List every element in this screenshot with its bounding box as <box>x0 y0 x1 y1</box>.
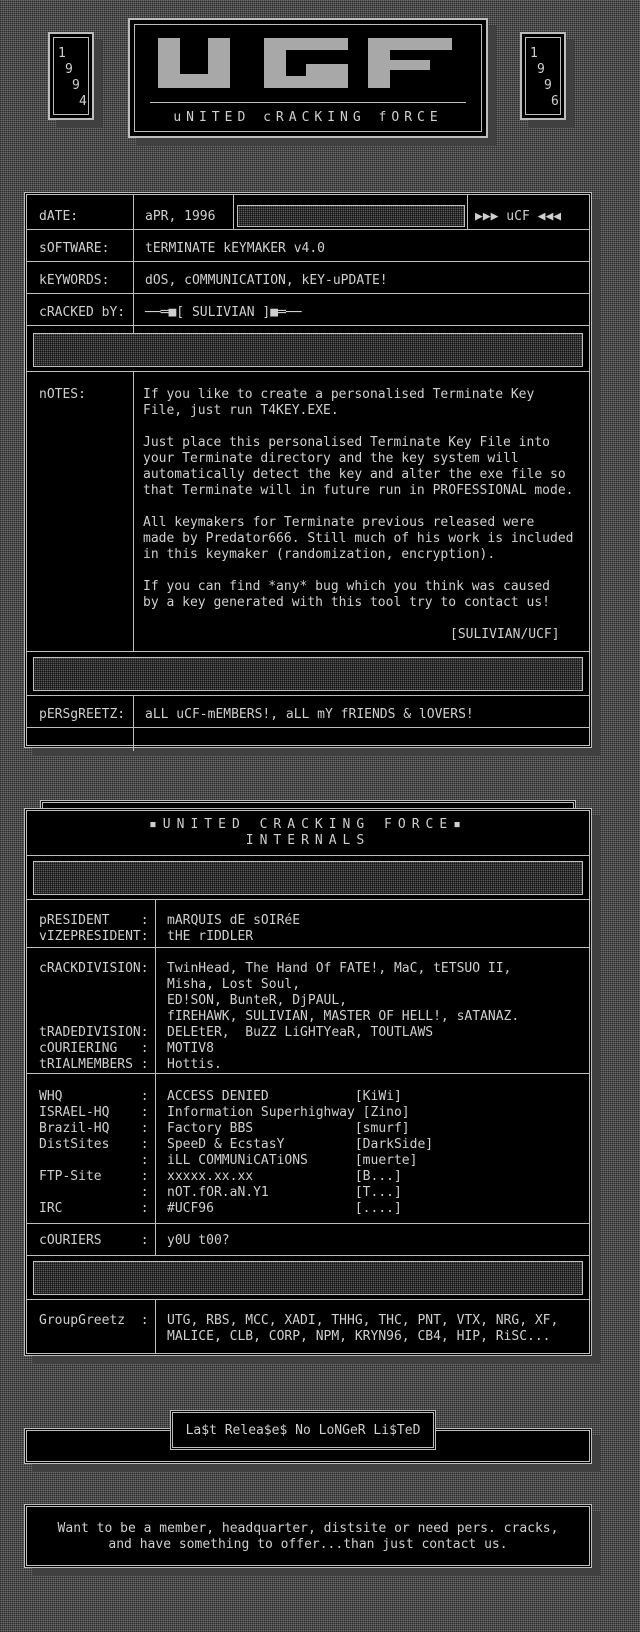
couriers-value: y0U t00? <box>167 1233 230 1248</box>
software-label: sOFTWARE: <box>39 241 110 256</box>
pers-greetz-label: pERSgREETZ: <box>39 707 126 722</box>
year-digit: 9 <box>72 78 80 93</box>
release-info-panel <box>24 192 592 748</box>
couriers-label: cOURIERS : <box>39 1233 149 1248</box>
year-digit: 9 <box>544 78 552 93</box>
ucf-logo <box>158 38 458 94</box>
divider-strip <box>33 333 583 367</box>
group-greetz-label: GroupGreetz : <box>39 1313 149 1328</box>
internals-title: ▪UNITED CRACKING FORCE▪ <box>148 817 467 832</box>
notes-text: If you like to create a personalised Terminate Key File, just run T4KEY.EXE. Just place this personalised Terminate Key File into your Terminate directory and the key system will automatically detect the key and alter the exe file so that Terminate will in future run in PROFESSIONAL mode. All keymakers for Terminate previous released were made by Predator666. Still much of his work is included in this keymaker (randomization, encryption). If you can find *any* bug which you think was caused by a key generated with this tool try to contact us! <box>143 387 574 610</box>
divider-strip <box>33 1261 583 1295</box>
site-values: ACCESS DENIED [KiWi] Information Superhighway [Zino] Factory BBS [smurf] SpeeD & EcstasY [DarkSide] iLL COMMUNiCATiONS [muerte] xxxxx.xx.xx [B...] nOT.fOR.aN.Y1 [T...] #UCF96 [....] <box>167 1089 434 1216</box>
year-digit: 1 <box>530 46 538 61</box>
internals-panel <box>24 808 592 1356</box>
year-digit: 6 <box>551 94 559 109</box>
date-value: aPR, 1996 <box>145 209 216 224</box>
logo-box <box>128 18 488 138</box>
division-labels: cRACKDIVISION: tRADEDIVISION: cOURIERING : tRIALMEMBERS : <box>39 961 149 1072</box>
year-box-right <box>520 32 566 120</box>
site-labels: WHQ : ISRAEL-HQ : Brazil-HQ : DistSites : : FTP-Site : : IRC : <box>39 1089 149 1216</box>
people-values: mARQUIS dE sOIRéE tHE rIDDLER <box>167 913 301 944</box>
date-label: dATE: <box>39 209 79 224</box>
cracked-by-label: cRACKED bY: <box>39 305 126 320</box>
footer-text: Want to be a member, headquarter, distsite or need pers. cracks, and have something to offer...than just contact us. <box>57 1521 559 1552</box>
date-dither-bar <box>237 205 465 227</box>
group-greetz-value: UTG, RBS, MCC, XADI, THHG, THC, PNT, VTX, NRG, XF, MALICE, CLB, CORP, NPM, KRYN96, CB4, HIP, RiSC... <box>167 1313 559 1344</box>
division-values: TwinHead, The Hand Of FATE!, MaC, tETSUO II, Misha, Lost Soul, ED!SON, BunteR, DjPAUL, fIREHAWK, SULIVIAN, MASTER OF HELL!, sATANAZ. DELEtER, BuZZ LiGHTYeaR, TOUTLAWS MOTIV8 Hottis. <box>167 961 520 1072</box>
signature: [SULIVIAN/UCF] <box>450 627 560 642</box>
year-digit: 9 <box>65 62 73 77</box>
brand-tag: ▶▶▶ uCF ◀◀◀ <box>475 209 562 224</box>
year-digit: 4 <box>79 94 87 109</box>
internals-subtitle: INTERNALS <box>245 833 371 848</box>
divider-strip <box>33 657 583 691</box>
footer-panel <box>24 1504 592 1568</box>
keywords-value: dOS, cOMMUNICATION, kEY-uPDATE! <box>145 273 388 288</box>
people-labels: pRESIDENT : vIZEPRESIDENT: <box>39 913 149 944</box>
software-value: tERMINATE kEYMAKER v4.0 <box>145 241 326 256</box>
notes-label: nOTES: <box>39 387 86 402</box>
keywords-label: kEYWORDS: <box>39 273 110 288</box>
year-box-left <box>48 32 94 120</box>
year-digit: 1 <box>58 46 66 61</box>
divider-strip <box>33 861 583 895</box>
year-digit: 9 <box>537 62 545 77</box>
cracked-by-value: ──═■[ SULIVIAN ]■═── <box>145 305 302 320</box>
logo-subtitle: uNITED cRACKING fORCE <box>173 110 443 125</box>
pers-greetz-value: aLL uCF-mEMBERS!, aLL mY fRIENDS & lOVERS! <box>145 707 474 722</box>
last-releases-label-box <box>170 1410 436 1450</box>
last-releases-text: La$t Relea$e$ No LoNGeR Li$TeD <box>185 1423 421 1438</box>
